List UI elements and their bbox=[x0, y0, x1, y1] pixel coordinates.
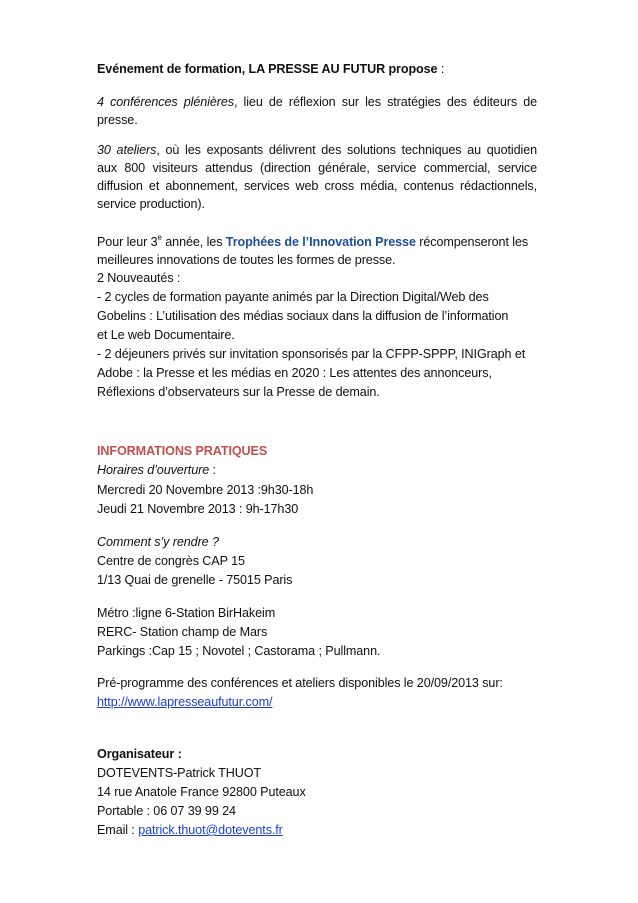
p3-line-6: et Le web Documentaire. bbox=[97, 328, 235, 342]
intro-title: Evénement de formation, LA PRESSE AU FUTUR propose bbox=[97, 62, 438, 76]
organizer-name: DOTEVENTS-Patrick THUOT bbox=[97, 766, 261, 780]
ordinal-superscript: e bbox=[157, 233, 162, 242]
intro-title-suffix: : bbox=[437, 62, 445, 76]
hours-label: Horaires d’ouverture bbox=[97, 463, 210, 477]
p2-emphasis: 30 ateliers bbox=[97, 143, 157, 157]
p2-line-4: service production). bbox=[97, 197, 205, 211]
venue-name: Centre de congrès CAP 15 bbox=[97, 554, 245, 568]
intro-line bbox=[97, 60, 444, 78]
hours-line: Horaires d’ouverture : bbox=[97, 463, 216, 477]
parking-info: Parkings :Cap 15 ; Novotel ; Castorama ; Pullmann. bbox=[97, 644, 381, 658]
trophees-highlight: Trophées de l’Innovation Presse bbox=[225, 235, 416, 249]
hours-day-1: Mercredi 20 Novembre 2013 :9h30-18h bbox=[97, 483, 314, 497]
p2-line-1: 30 ateliers, où les exposants délivrent des solutions techniques au quotidien bbox=[97, 143, 537, 157]
p3-line-3: 2 Nouveautés : bbox=[97, 271, 181, 285]
program-info: Pré-programme des conférences et ateliers disponibles le 20/09/2013 sur: bbox=[97, 676, 503, 690]
info-heading: INFORMATIONS PRATIQUES bbox=[97, 444, 268, 458]
p2-line-2: aux 800 visiteurs attendus (direction générale, service commercial, service bbox=[97, 161, 537, 175]
p3-line-5: Gobelins : L’utilisation des médias sociaux dans la diffusion de l’information bbox=[97, 309, 509, 323]
p3-line-8: Adobe : la Presse et les médias en 2020 : Les attentes des annonceurs, bbox=[97, 366, 492, 380]
p3-line-2: meilleures innovations de toutes les formes de presse. bbox=[97, 253, 396, 267]
p3-line-9: Réflexions d’observateurs sur la Presse de demain. bbox=[97, 385, 380, 399]
rer-info: RERC- Station champ de Mars bbox=[97, 625, 268, 639]
access-label: Comment s’y rendre ? bbox=[97, 535, 219, 549]
p1-line-1: 4 conférences plénières, lieu de réflexion sur les stratégies des éditeurs de bbox=[97, 95, 537, 109]
p1-line-2: presse. bbox=[97, 113, 138, 127]
venue-address: 1/13 Quai de grenelle - 75015 Paris bbox=[97, 573, 293, 587]
p2-line-3: diffusion et abonnement, services web cross média, contenus rédactionnels, bbox=[97, 179, 537, 193]
program-link[interactable]: http://www.lapresseaufutur.com/ bbox=[97, 695, 273, 709]
metro-info: Métro :ligne 6-Station BirHakeim bbox=[97, 606, 276, 620]
organizer-email-link[interactable]: patrick.thuot@dotevents.fr bbox=[138, 823, 283, 837]
organizer-address: 14 rue Anatole France 92800 Puteaux bbox=[97, 785, 306, 799]
organizer-label: Organisateur : bbox=[97, 747, 182, 761]
p3-line-4: - 2 cycles de formation payante animés par la Direction Digital/Web des bbox=[97, 290, 489, 304]
organizer-phone: Portable : 06 07 39 99 24 bbox=[97, 804, 236, 818]
p3-line-1: Pour leur 3e année, les Trophées de l’Innovation Presse récompenseront les bbox=[97, 233, 529, 249]
organizer-email-line: Email : patrick.thuot@dotevents.fr bbox=[97, 823, 283, 837]
hours-day-2: Jeudi 21 Novembre 2013 : 9h-17h30 bbox=[97, 502, 299, 516]
p3-line-7: - 2 déjeuners privés sur invitation sponsorisés par la CFPP-SPPP, INIGraph et bbox=[97, 347, 526, 361]
p1-emphasis: 4 conférences plénières bbox=[97, 95, 234, 109]
